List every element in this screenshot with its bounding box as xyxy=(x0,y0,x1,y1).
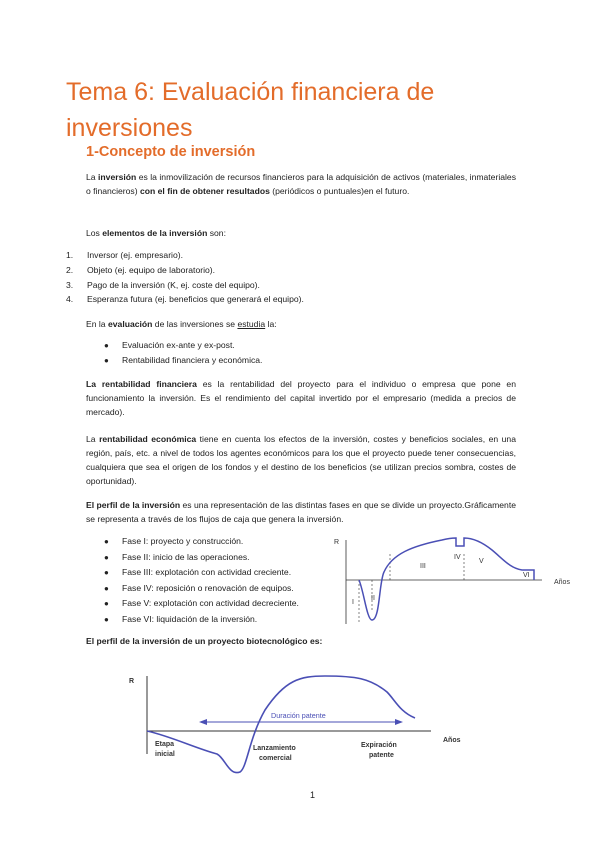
list-item: ● Fase III: explotación con actividad creciente. xyxy=(104,567,292,578)
expiracion-label: Expiración xyxy=(361,742,397,749)
list-item: 4. Esperanza futura (ej. beneficios que generará el equipo). xyxy=(66,294,304,305)
paragraph-inversion: La inversión es la inmovilización de recursos financieros para la adquisición de activos (materiales, inmateriales o financieros) con el fin de obtener resultados (periódicos o puntuales)en el futuro. xyxy=(86,172,517,196)
list-item: ● Fase VI: liquidación de la inversión. xyxy=(104,613,258,624)
phase-label: IV xyxy=(454,554,461,561)
section-heading: 1-Concepto de inversión xyxy=(86,144,256,160)
list-item: ● Rentabilidad financiera y económica. xyxy=(104,355,263,365)
phase-label: I xyxy=(352,599,354,606)
etapa-label: inicial xyxy=(155,751,175,758)
list-item: 3. Pago de la inversión (K, ej. coste del equipo). xyxy=(66,279,260,290)
expiracion-label: patente xyxy=(369,752,394,759)
title-line-2: inversiones xyxy=(66,114,193,142)
list-item: 1. Inversor (ej. empresario). xyxy=(66,250,183,260)
biotech-heading: El perfil de la inversión de un proyecto biotecnológico es: xyxy=(86,636,323,646)
elements-intro: Los elementos de la inversión son: xyxy=(86,228,226,238)
evaluation-list xyxy=(104,338,504,368)
phase-label: III xyxy=(420,563,426,570)
biotech-profile-diagram xyxy=(125,668,475,784)
profile-curve xyxy=(359,538,534,620)
axis-label-anos: Años xyxy=(443,737,461,744)
list-item: ● Fase I: proyecto y construcción. xyxy=(104,536,244,546)
phase-label: II xyxy=(371,595,375,602)
paragraph-perfil: El perfil de la inversión es una representación de las distintas fases en que se divide un proyecto.Gráficamente se representa a través de los flujos de caja que genera la inversión. xyxy=(86,500,516,524)
axis-label-r: R xyxy=(129,678,135,685)
list-item: ● Fase IV: reposición o renovación de equipos. xyxy=(104,582,294,593)
title-line-1: Tema 6: Evaluación financiera de xyxy=(66,78,435,106)
phase-label: V xyxy=(479,558,484,565)
evaluation-intro: En la evaluación de las inversiones se estudia la: xyxy=(86,319,277,329)
page-number: 1 xyxy=(310,790,316,800)
duration-label: Duración patente xyxy=(271,711,326,720)
list-item: 2. Objeto (ej. equipo de laboratorio). xyxy=(66,264,216,275)
list-item: ● Evaluación ex-ante y ex-post. xyxy=(104,340,235,350)
paragraph-rentabilidad-economica: La rentabilidad económica tiene en cuenta los efectos de la inversión, costes y beneficios sociales, en una región, país, etc. a nivel de todos los agentes económicos para los que el proyecto puede tener consecuencias, cualquiera que sea el origen de los fondos y el destino de los beneficios (se utilizan precios sombra, costes de oportunidad). xyxy=(86,434,516,486)
page-title xyxy=(66,74,546,146)
phase-label: VI xyxy=(523,572,530,579)
investment-profile-diagram xyxy=(332,532,594,632)
lanzamiento-label: Lanzamiento xyxy=(253,745,296,752)
etapa-label: Etapa xyxy=(155,741,175,748)
list-item: ● Fase V: explotación con actividad decreciente. xyxy=(104,598,299,609)
axis-label-r: R xyxy=(334,539,340,546)
axis-label-anos: Años xyxy=(554,579,570,586)
list-item: ● Fase II: inicio de las operaciones. xyxy=(104,551,250,562)
elements-list xyxy=(66,248,516,307)
paragraph-rentabilidad-financiera: La rentabilidad financiera es la rentabilidad del proyecto para el individuo o empresa que pone en funcionamiento la inversión. Es el rendimiento del capital invertido por el empresario (medida a precios de mercado). xyxy=(86,379,516,417)
phases-list xyxy=(104,534,334,628)
lanzamiento-label: comercial xyxy=(259,755,292,762)
